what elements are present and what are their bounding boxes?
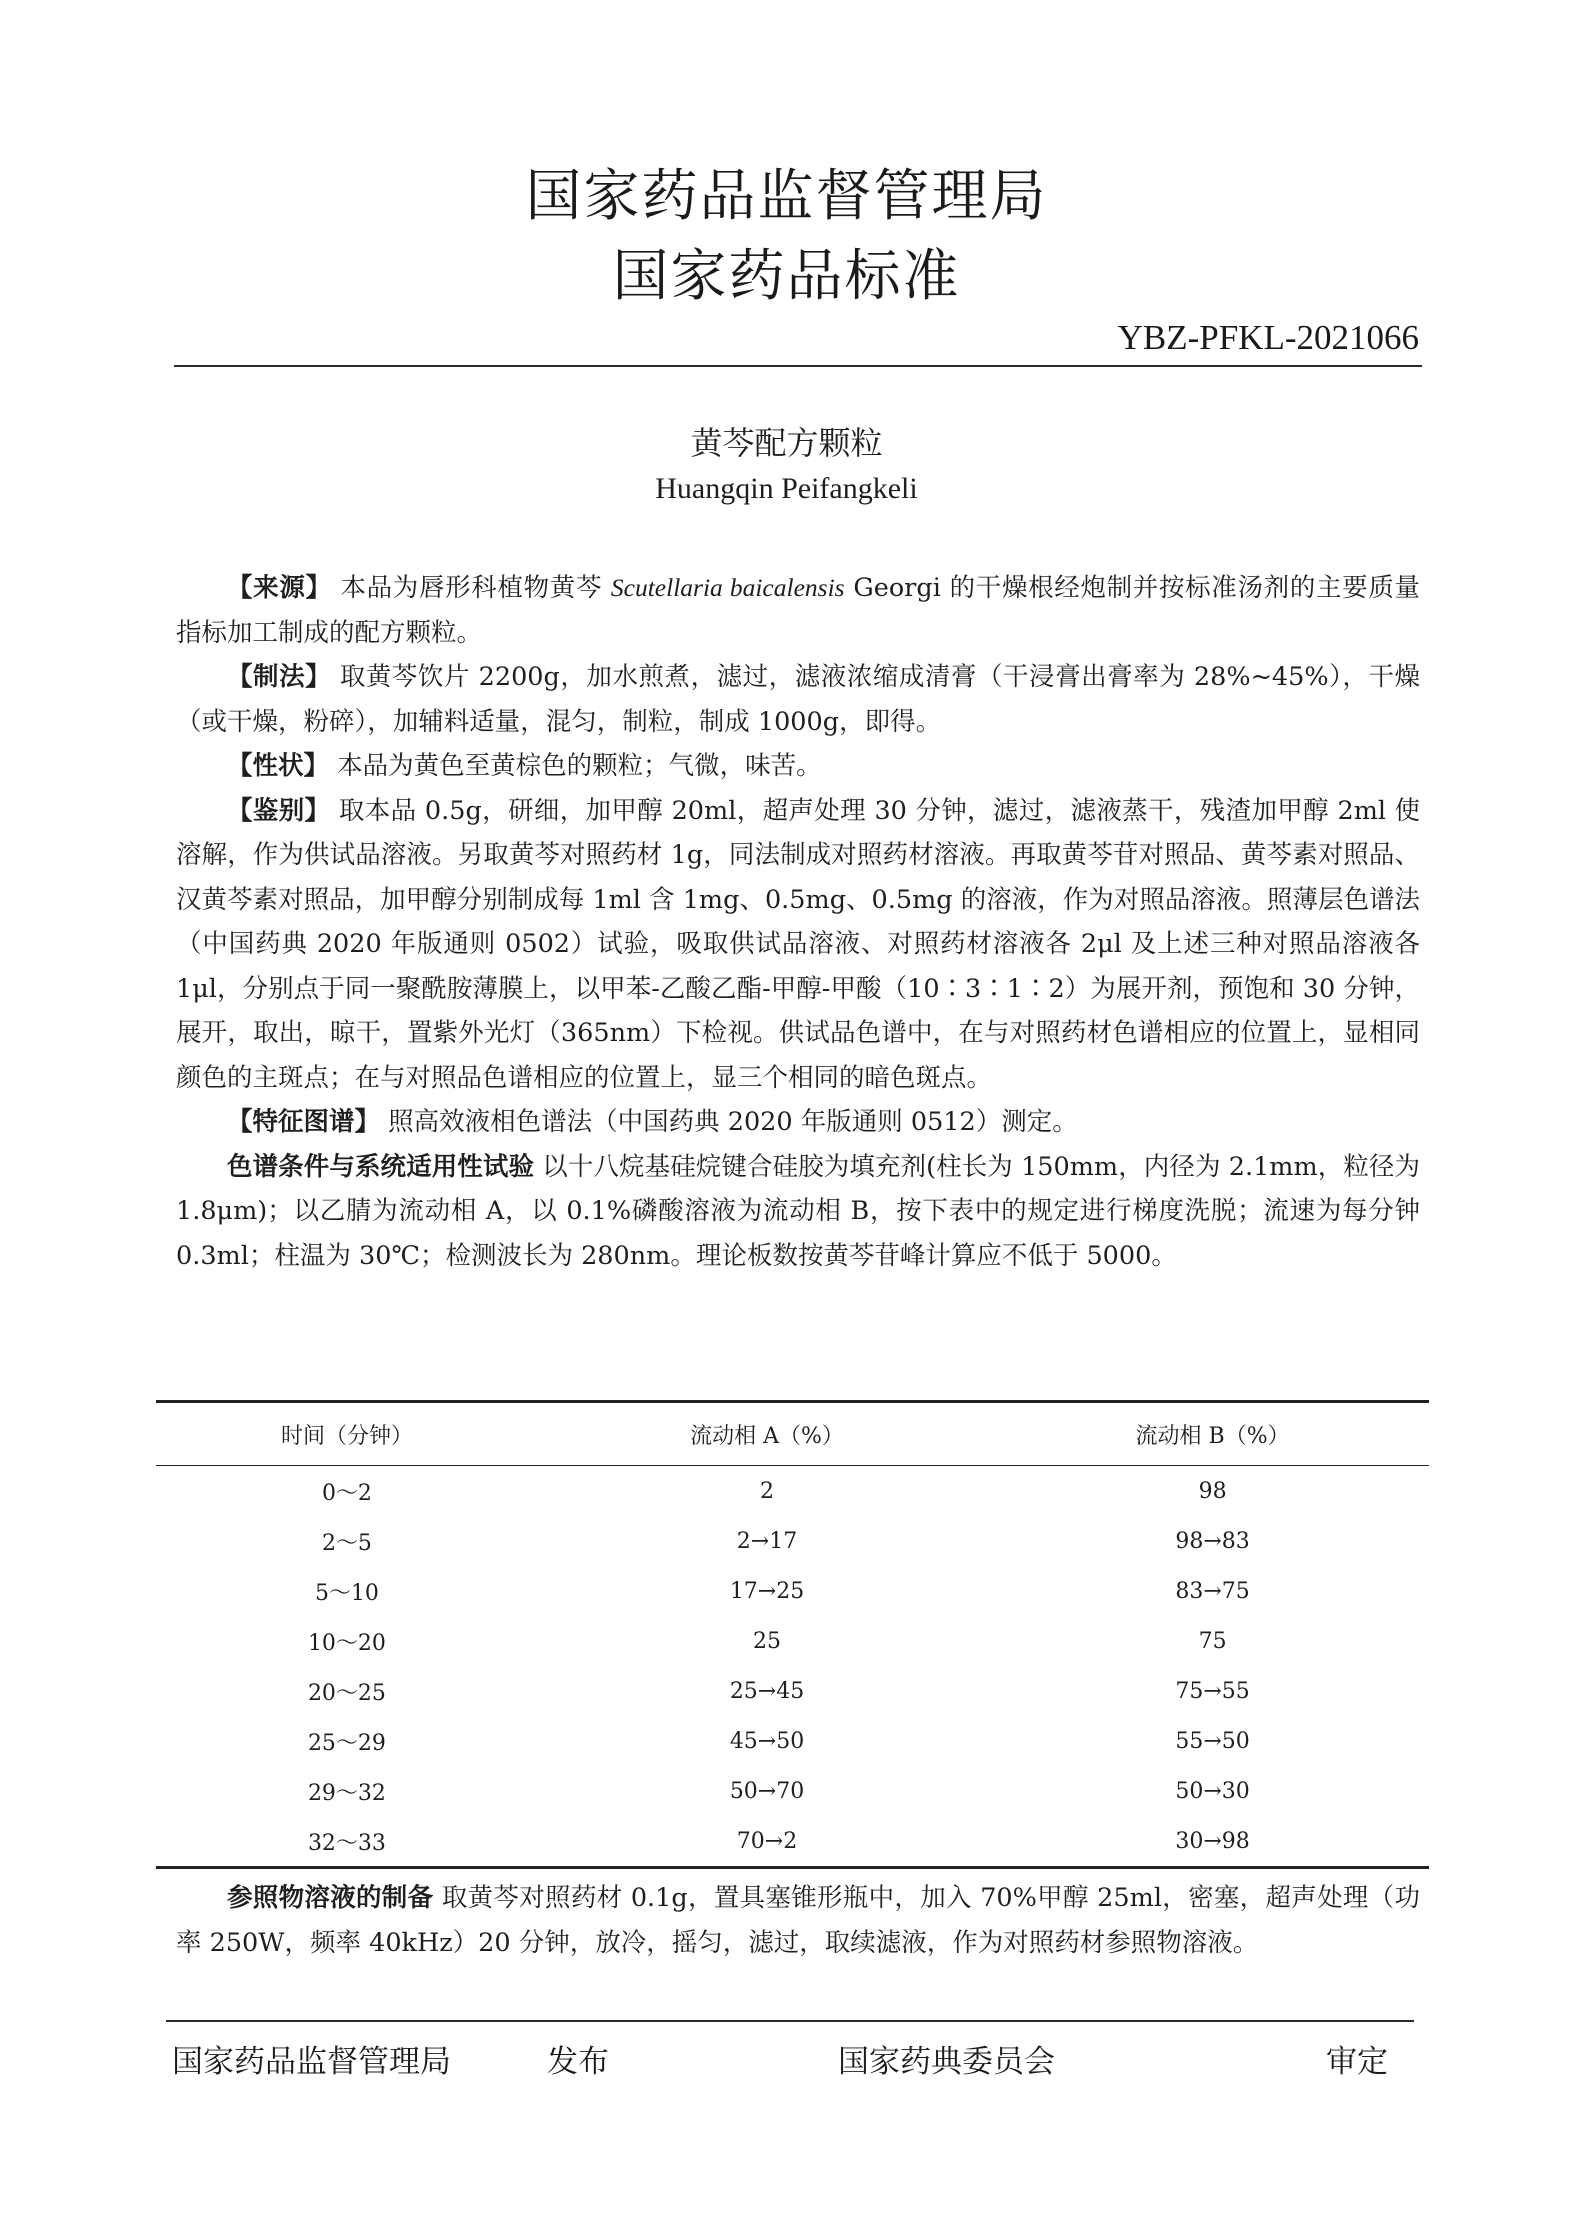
preparation-text: 取黄芩饮片 2200g，加水煎煮，滤过，滤液浓缩成清膏（干浸膏出膏率为 28%~45%），干燥（或干燥，粉碎），加辅料适量，混匀，制粒，制成 1000g，即得。 [176, 662, 1421, 737]
footer-publisher: 国家药品监督管理局 [172, 2044, 451, 2080]
character-label: 【性状】 [227, 751, 330, 781]
header-time: 时间（分钟） [280, 1423, 413, 1449]
header-mobile-phase-a: 流动相 A（%） [690, 1423, 844, 1449]
table-header-row [156, 1402, 1429, 1466]
monograph-body-lower [176, 1876, 1420, 1965]
cell-time: 29～32 [307, 1780, 386, 1806]
table-row [156, 1566, 1429, 1616]
cell-phase-b: 50→30 [1175, 1778, 1250, 1804]
fingerprint-label: 【特征图谱】 [227, 1107, 381, 1137]
cell-phase-b: 83→75 [1175, 1578, 1250, 1604]
reference-solution-text: 取黄芩对照药材 0.1g，置具塞锥形瓶中，加入 70%甲醇 25ml，密塞，超声处理（功率 250W，频率 40kHz）20 分钟，放冷，摇匀，滤过，取续滤液，作为对照药材参照物溶液。 [176, 1883, 1420, 1958]
table-row [156, 1516, 1429, 1566]
product-name-pinyin: Huangqin Peifangkeli [655, 472, 918, 505]
footer-divider [166, 2020, 1414, 2022]
table-row [156, 1816, 1429, 1868]
document-type-title: 国家药品标准 [612, 244, 961, 309]
table-row [156, 1666, 1429, 1716]
cell-time: 25～29 [307, 1730, 386, 1756]
reference-solution-paragraph [176, 1876, 1420, 1965]
cell-phase-a: 2→17 [736, 1528, 798, 1554]
source-latin-name: Scutellaria baicalensis [610, 573, 845, 602]
fingerprint-text: 照高效液相色谱法（中国药典 2020 年版通则 0512）测定。 [388, 1107, 1078, 1137]
cell-time: 2～5 [321, 1530, 372, 1556]
cell-phase-b: 30→98 [1175, 1828, 1250, 1854]
cell-phase-a: 2 [760, 1478, 775, 1504]
monograph-body-upper [176, 566, 1420, 1278]
identification-text: 取本品 0.5g，研细，加甲醇 20ml，超声处理 30 分钟，滤过，滤液蒸干，残渣加甲醇 2ml 使溶解，作为供试品溶液。另取黄芩对照药材 1g，同法制成对照药材溶液。再取黄芩苷对照品、黄芩素对照品、汉黄芩素对照品，加甲醇分别制成每 1ml 含 1mg、0.5mg、0.5mg 的溶液，作为对照品溶液。照薄层色谱法（中国药典 2020 年版通则 0502）试验，吸取供试品溶液、对照药材溶液各 2μl 及上述三种对照品溶液各 1μl，分别点于同一聚酰胺薄膜上，以甲苯-乙酸乙酯-甲醇-甲酸（10∶3∶1∶2）为展开剂，预饱和 30 分钟，展开，取出，晾干，置紫外光灯（365nm）下检视。供试品色谱中，在与对照药材色谱相应的位置上，显相同颜色的主斑点；在与对照品色谱相应的位置上，显三个相同的暗色斑点。 [176, 795, 1420, 1093]
cell-time: 0～2 [321, 1480, 372, 1506]
reference-solution-label: 参照物溶液的制备 [227, 1883, 434, 1913]
header-divider [174, 365, 1422, 367]
footer-publish-label: 发布 [547, 2044, 609, 2080]
source-text-after: 的干燥根经炮制并按标准汤剂的主要质量指标加工制成的配方颗粒。 [176, 573, 1420, 648]
cell-phase-b: 98→83 [1175, 1528, 1250, 1554]
cell-phase-a: 50→70 [729, 1778, 805, 1804]
cell-time: 20～25 [307, 1680, 386, 1706]
chromatography-text: 以十八烷基硅烷键合硅胶为填充剂(柱长为 150mm，内径为 2.1mm，粒径为 1.8μm)；以乙腈为流动相 A，以 0.1%磷酸溶液为流动相 B，按下表中的规定进行梯度洗脱；流速为每分钟 0.3ml；柱温为 30℃；检测波长为 280nm。理论板数按黄芩苷峰计算应不低于 5000。 [176, 1151, 1421, 1271]
character-paragraph [176, 744, 1420, 789]
gradient-elution-table [156, 1400, 1429, 1869]
cell-time: 5～10 [314, 1580, 379, 1606]
chromatography-paragraph [176, 1145, 1420, 1279]
identification-paragraph [176, 789, 1420, 1101]
cell-phase-a: 45→50 [729, 1728, 805, 1754]
cell-phase-b: 75 [1198, 1628, 1227, 1654]
cell-phase-a: 25→45 [729, 1678, 805, 1704]
agency-title: 国家药品监督管理局 [525, 164, 1048, 229]
fingerprint-paragraph [176, 1100, 1420, 1145]
source-text-before: 本品为唇形科植物黄芩 [340, 573, 603, 603]
cell-phase-a: 17→25 [729, 1578, 805, 1604]
cell-phase-b: 98 [1198, 1478, 1227, 1504]
source-label: 【来源】 [227, 573, 332, 603]
cell-phase-b: 55→50 [1175, 1728, 1250, 1754]
source-author: Georgi [844, 573, 941, 603]
cell-time: 32～33 [307, 1830, 386, 1856]
footer-reviewer: 国家药典委员会 [838, 2044, 1055, 2080]
preparation-label: 【制法】 [227, 662, 332, 692]
cell-time: 10～20 [307, 1630, 386, 1656]
character-text: 本品为黄色至黄棕色的颗粒；气微，味苦。 [337, 751, 822, 781]
identification-label: 【鉴别】 [227, 795, 331, 826]
cell-phase-a: 25 [753, 1628, 782, 1654]
product-name-chinese: 黄芩配方颗粒 [690, 424, 883, 462]
header-mobile-phase-b: 流动相 B（%） [1135, 1423, 1290, 1449]
chromatography-label: 色谱条件与系统适用性试验 [227, 1151, 535, 1182]
cell-phase-b: 75→55 [1175, 1678, 1250, 1704]
table-row [156, 1616, 1429, 1666]
table-row [156, 1766, 1429, 1816]
source-paragraph [176, 566, 1420, 655]
cell-phase-a: 70→2 [736, 1828, 798, 1854]
standard-code: YBZ-PFKL-2021066 [1117, 318, 1419, 357]
table-row [156, 1716, 1429, 1766]
table-row [156, 1466, 1429, 1517]
preparation-paragraph [176, 655, 1420, 744]
footer-review-label: 审定 [1326, 2044, 1388, 2080]
